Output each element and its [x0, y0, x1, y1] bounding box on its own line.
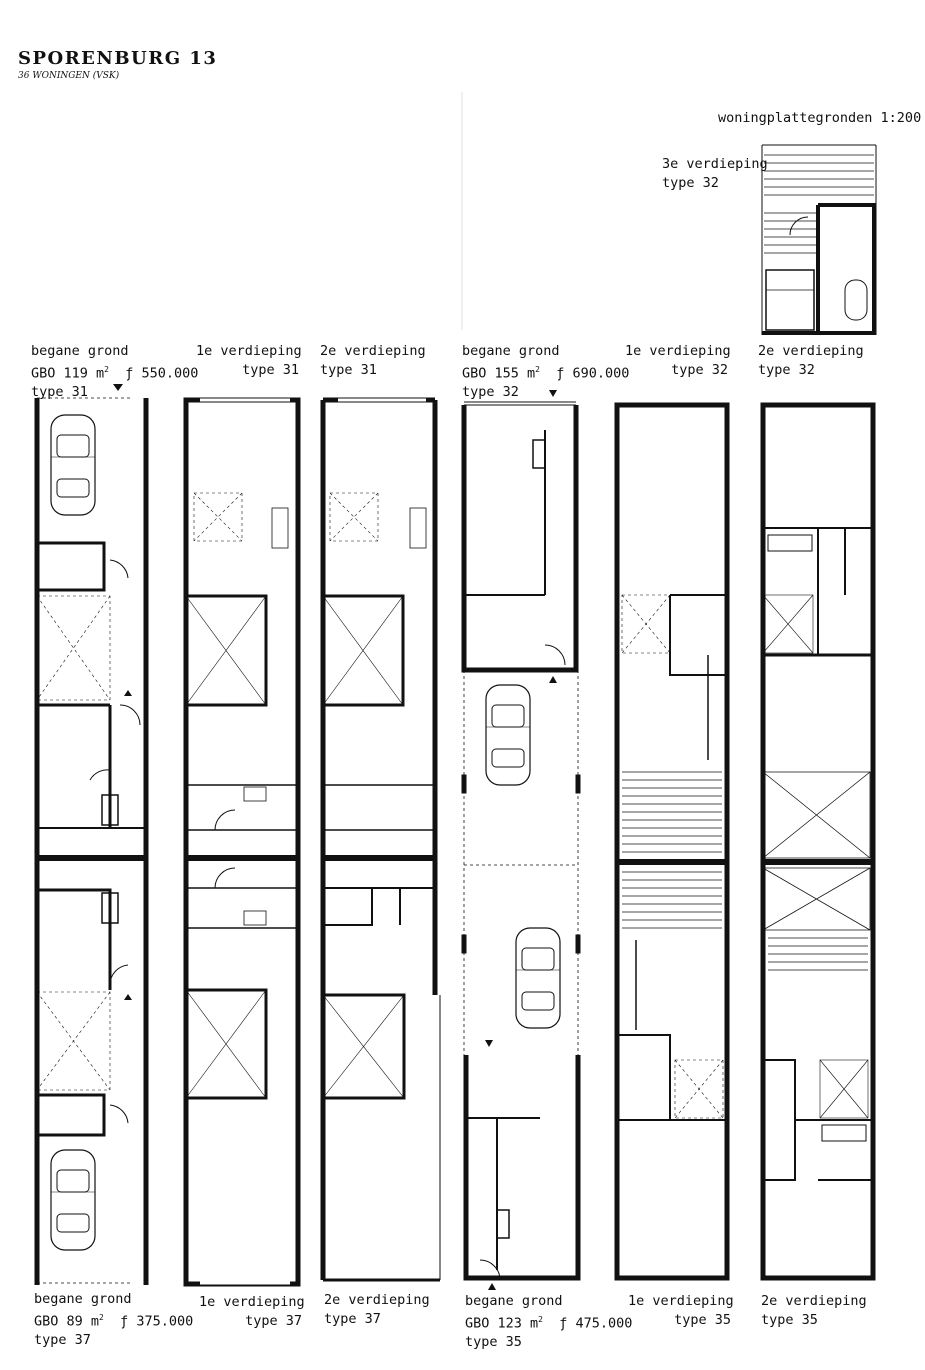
- plan-type31-37-begane-grond: [37, 384, 146, 1285]
- gbo-area: GBO 155 m: [462, 365, 536, 381]
- plan-type32-35-1e-verdieping: [617, 403, 727, 1280]
- plan-type32-35-begane-grond: [462, 390, 580, 1290]
- page-subtitle: 36 WONINGEN (VSK): [18, 71, 120, 81]
- type-name: type 35: [674, 1311, 731, 1328]
- price: ƒ 690.000: [556, 365, 630, 381]
- type-name: type 31: [31, 383, 88, 400]
- floor-name: begane grond: [34, 1291, 132, 1307]
- plan-type31-37-1e-verdieping: [186, 398, 298, 1284]
- plan-type31-37-2e-verdieping: [323, 398, 440, 1280]
- type-name: type 32: [671, 361, 728, 378]
- type-name: type 37: [34, 1331, 91, 1348]
- floor-name: begane grond: [31, 343, 129, 359]
- floor-name: 1e verdieping: [196, 343, 302, 359]
- price: ƒ 375.000: [120, 1313, 194, 1329]
- type-name: type 32: [662, 174, 719, 191]
- type-name: type 31: [242, 361, 299, 378]
- floor-name: 1e verdieping: [625, 343, 731, 359]
- type-name: type 37: [245, 1312, 302, 1329]
- floor-name: 1e verdieping: [628, 1293, 734, 1309]
- type-name: type 32: [758, 361, 815, 378]
- floor-name: 2e verdieping: [320, 343, 426, 359]
- gbo-area: GBO 123 m: [465, 1315, 539, 1331]
- type-name: type 35: [465, 1333, 522, 1350]
- area-exponent: 2: [99, 1312, 104, 1322]
- price: ƒ 550.000: [125, 365, 199, 381]
- floor-name: begane grond: [462, 343, 560, 359]
- page-title: SPORENBURG 13: [18, 48, 218, 69]
- floor-name: 1e verdieping: [199, 1294, 305, 1310]
- gbo-area: GBO 89 m: [34, 1313, 100, 1329]
- area-exponent: 2: [538, 1314, 543, 1324]
- plan-type32-3e-verdieping: [762, 145, 876, 335]
- floor-name: 2e verdieping: [761, 1293, 867, 1309]
- floor-name: 2e verdieping: [324, 1292, 430, 1308]
- floor-name: 3e verdieping: [662, 156, 768, 172]
- area-exponent: 2: [104, 364, 109, 374]
- gbo-area: GBO 119 m: [31, 365, 105, 381]
- plan-type32-35-2e-verdieping: [763, 403, 873, 1280]
- type-name: type 31: [320, 361, 377, 378]
- area-exponent: 2: [535, 364, 540, 374]
- type-name: type 35: [761, 1311, 818, 1328]
- scale-label: woningplattegronden 1:200: [718, 110, 922, 126]
- type-name: type 37: [324, 1310, 381, 1327]
- floor-name: begane grond: [465, 1293, 563, 1309]
- floor-name: 2e verdieping: [758, 343, 864, 359]
- price: ƒ 475.000: [559, 1315, 633, 1331]
- type-name: type 32: [462, 383, 519, 400]
